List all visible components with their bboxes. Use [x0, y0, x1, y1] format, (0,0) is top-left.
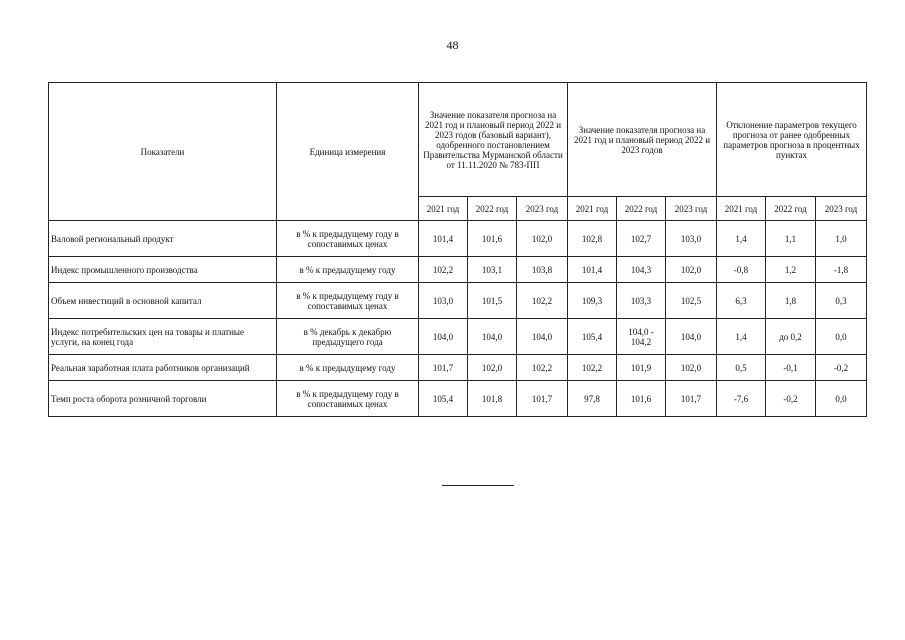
value-cell: -7,6	[717, 381, 766, 417]
value-cell: 109,3	[568, 283, 617, 319]
unit-cell: в % к предыдущему году в сопоставимых ценах	[277, 221, 419, 257]
year-header: 2023 год	[816, 197, 867, 221]
value-cell: 101,7	[517, 381, 568, 417]
value-cell: -0,8	[717, 257, 766, 283]
value-cell: до 0,2	[766, 319, 816, 355]
value-cell: -1,8	[816, 257, 867, 283]
value-cell: 104,0	[468, 319, 517, 355]
value-cell: 1,2	[766, 257, 816, 283]
year-header: 2021 год	[717, 197, 766, 221]
year-header: 2022 год	[766, 197, 816, 221]
value-cell: 0,0	[816, 319, 867, 355]
value-cell: 104,0 - 104,2	[617, 319, 666, 355]
year-header: 2022 год	[617, 197, 666, 221]
value-cell: 0,0	[816, 381, 867, 417]
value-cell: 104,0	[666, 319, 717, 355]
header-indicators: Показатели	[49, 83, 277, 221]
value-cell: 104,3	[617, 257, 666, 283]
header-deviation: Отклонение параметров текущего прогноза от ранее одобренных параметров прогноза в процентных пунктах	[717, 83, 867, 197]
value-cell: 105,4	[419, 381, 468, 417]
value-cell: 1,1	[766, 221, 816, 257]
year-header: 2021 год	[419, 197, 468, 221]
unit-cell: в % к предыдущему году	[277, 257, 419, 283]
indicator-name: Валовой региональный продукт	[49, 221, 277, 257]
unit-cell: в % к предыдущему году в сопоставимых ценах	[277, 381, 419, 417]
value-cell: 101,6	[617, 381, 666, 417]
value-cell: 102,0	[517, 221, 568, 257]
value-cell: -0,2	[816, 355, 867, 381]
value-cell: 104,0	[517, 319, 568, 355]
indicator-name: Индекс промышленного производства	[49, 257, 277, 283]
value-cell: 6,3	[717, 283, 766, 319]
value-cell: 102,2	[568, 355, 617, 381]
table-row	[49, 319, 867, 355]
forecast-table	[48, 82, 867, 417]
value-cell: 101,6	[468, 221, 517, 257]
value-cell: 101,8	[468, 381, 517, 417]
year-header: 2023 год	[666, 197, 717, 221]
header-unit: Единица измерения	[277, 83, 419, 221]
value-cell: 1,4	[717, 319, 766, 355]
header-base-forecast: Значение показателя прогноза на 2021 год и плановый период 2022 и 2023 годов (базовый вариант), одобренного постановлением Правительства Мурманской области от 11.11.2020 № 783-ПП	[419, 83, 568, 197]
indicator-name: Индекс потребительских цен на товары и платные услуги, на конец года	[49, 319, 277, 355]
value-cell: 101,9	[617, 355, 666, 381]
value-cell: 102,8	[568, 221, 617, 257]
value-cell: 103,8	[517, 257, 568, 283]
unit-cell: в % декабрь к декабрю предыдущего года	[277, 319, 419, 355]
value-cell: 103,0	[666, 221, 717, 257]
unit-cell: в % к предыдущему году в сопоставимых ценах	[277, 283, 419, 319]
value-cell: 102,5	[666, 283, 717, 319]
value-cell: 102,0	[666, 355, 717, 381]
value-cell: 101,4	[568, 257, 617, 283]
value-cell: 1,0	[816, 221, 867, 257]
page-number: 48	[446, 38, 459, 52]
indicator-name: Реальная заработная плата работников организаций	[49, 355, 277, 381]
indicator-name: Темп роста оборота розничной торговли	[49, 381, 277, 417]
value-cell: 102,0	[666, 257, 717, 283]
value-cell: 105,4	[568, 319, 617, 355]
value-cell: 101,7	[666, 381, 717, 417]
value-cell: 0,5	[717, 355, 766, 381]
value-cell: 97,8	[568, 381, 617, 417]
value-cell: 103,1	[468, 257, 517, 283]
value-cell: 102,2	[419, 257, 468, 283]
unit-cell: в % к предыдущему году	[277, 355, 419, 381]
value-cell: -0,1	[766, 355, 816, 381]
value-cell: 0,3	[816, 283, 867, 319]
value-cell: 103,3	[617, 283, 666, 319]
value-cell: 103,0	[419, 283, 468, 319]
value-cell: 102,2	[517, 355, 568, 381]
table-row	[49, 283, 867, 319]
value-cell: 1,8	[766, 283, 816, 319]
value-cell: 104,0	[419, 319, 468, 355]
table-row	[49, 355, 867, 381]
table-row	[49, 221, 867, 257]
value-cell: 102,2	[517, 283, 568, 319]
year-header: 2022 год	[468, 197, 517, 221]
value-cell: 101,4	[419, 221, 468, 257]
indicator-name: Объем инвестиций в основной капитал	[49, 283, 277, 319]
value-cell: 1,4	[717, 221, 766, 257]
value-cell: -0,2	[766, 381, 816, 417]
table-row	[49, 381, 867, 417]
header-row	[49, 83, 867, 197]
value-cell: 101,7	[419, 355, 468, 381]
header-current-forecast: Значение показателя прогноза на 2021 год и плановый период 2022 и 2023 годов	[568, 83, 717, 197]
table-row	[49, 257, 867, 283]
year-header: 2023 год	[517, 197, 568, 221]
separator-line	[442, 485, 514, 486]
value-cell: 101,5	[468, 283, 517, 319]
value-cell: 102,7	[617, 221, 666, 257]
year-header: 2021 год	[568, 197, 617, 221]
value-cell: 102,0	[468, 355, 517, 381]
